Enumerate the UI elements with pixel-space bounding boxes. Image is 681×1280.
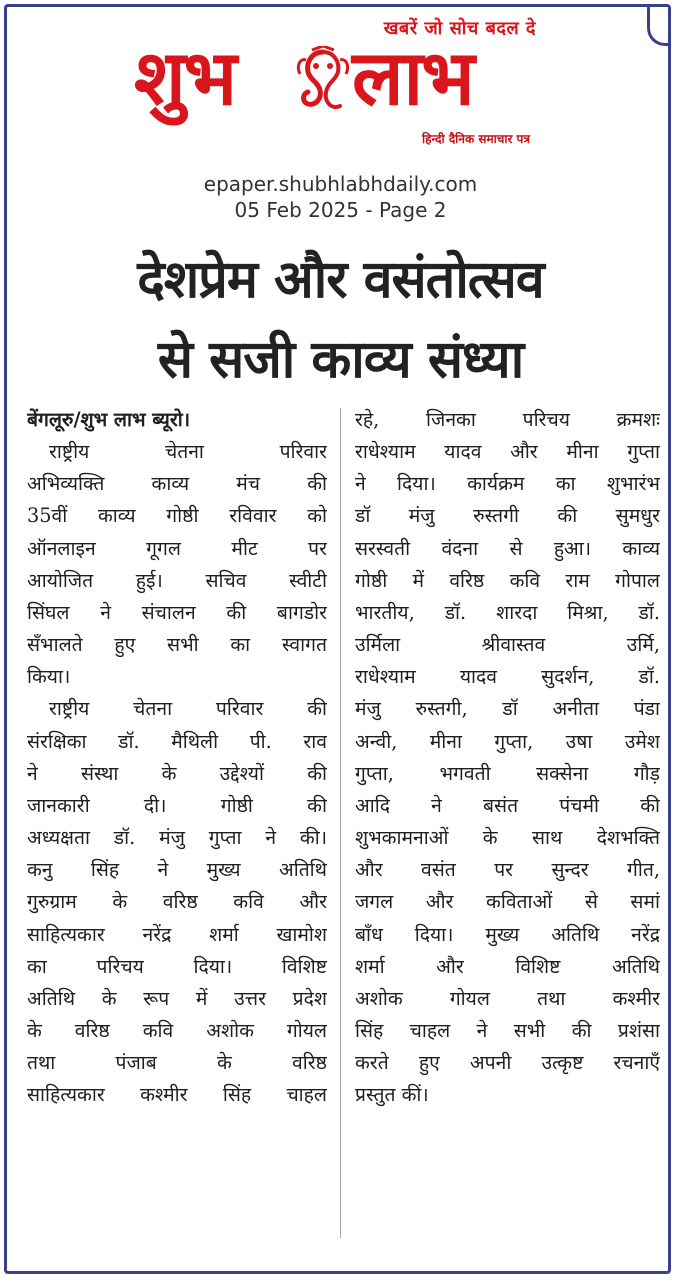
article-column-left (27, 404, 327, 1111)
article-line: अन्वी, मीना गुप्ता, उषा उमेश (355, 729, 660, 753)
masthead-subtag: हिन्दी दैनिक समाचार पत्र (421, 132, 530, 146)
date-page: 05 Feb 2025 - Page 2 (234, 198, 447, 222)
article-line: सँभालते हुए सभी का स्वागत (27, 633, 327, 657)
logo-word-labh: लाभ (352, 33, 473, 122)
column-divider (340, 408, 341, 1238)
article-line: गोष्ठी में वरिष्ठ कवि राम गोपाल (355, 568, 660, 592)
article-line: डॉ मंजु रुस्तगी की सुमधुर (355, 504, 660, 528)
article-line: उर्मिला श्रीवास्तव उर्मि, (355, 633, 660, 657)
article-line: जगल और कविताओं से समां (355, 890, 660, 914)
article-line: ने दिया। कार्यक्रम का शुभारंभ (355, 472, 660, 496)
masthead-tagline: खबरें जो सोच बदल दे (383, 18, 536, 39)
frame-corner (647, 7, 668, 46)
article-line: साहित्यकार कश्मीर सिंह चाहल (27, 1083, 327, 1107)
article-column-right (355, 404, 660, 1111)
article-line: जानकारी दी। गोष्ठी की (27, 793, 327, 817)
article-line: सिंघल ने संचालन की बागडोर (27, 600, 327, 624)
epaper-url: epaper.shubhlabhdaily.com (203, 172, 478, 196)
article-line: आदि ने बसंत पंचमी की (355, 793, 660, 817)
article-line: गुप्ता, भगवती सक्सेना गौड़ (355, 761, 660, 785)
headline-line-2: से सजी काव्य संध्या (157, 330, 524, 390)
article-line: तथा पंजाब के वरिष्ठ (27, 1051, 327, 1075)
article-line: गुरुग्राम के वरिष्ठ कवि और (27, 890, 327, 914)
article-line: का परिचय दिया। विशिष्ट (27, 954, 327, 978)
ganesh-icon (292, 46, 354, 116)
article-line: मंजु रुस्तगी, डॉ अनीता पंडा (355, 697, 660, 721)
article-line: किया। (27, 665, 71, 689)
headline-line-1: देशप्रेम और वसंतोत्सव (137, 250, 544, 310)
article-line: सिंह चाहल ने सभी की प्रशंसा (355, 1018, 660, 1042)
article-line: शर्मा और विशिष्ट अतिथि (355, 954, 660, 978)
article-line: राष्ट्रीय चेतना परिवार की (49, 697, 327, 721)
article-line: अतिथि के रूप में उत्तर प्रदेश (27, 986, 327, 1010)
article-line: 35वीं काव्य गोष्ठी रविवार को (27, 504, 327, 528)
article-line: प्रस्तुत कीं। (355, 1083, 429, 1107)
article-line: आयोजित हुई। सचिव स्वीटी (27, 568, 327, 592)
article-line: राधेश्याम यादव और मीना गुप्ता (355, 440, 660, 464)
article-line: राधेश्याम यादव सुदर्शन, डॉ. (355, 665, 660, 689)
article-line: राष्ट्रीय चेतना परिवार (49, 440, 327, 464)
article-line: अध्यक्षता डॉ. मंजु गुप्ता ने की। (27, 826, 327, 850)
article-line: रहे, जिनका परिचय क्रमशः (355, 408, 660, 431)
article-line: और वसंत पर सुन्दर गीत, (355, 858, 660, 882)
article-line: सरस्वती वंदना से हुआ। काव्य (355, 536, 660, 560)
article-line: शुभकामनाओं के साथ देशभक्ति (355, 826, 660, 850)
article-line: संरक्षिका डॉ. मैथिली पी. राव (27, 729, 327, 753)
article-line: करते हुए अपनी उत्कृष्ट रचनाएँ (355, 1051, 660, 1075)
byline: बेंगलूरु/शुभ लाभ ब्यूरो। (27, 408, 191, 431)
article-line: ने संस्था के उद्देश्यों की (27, 761, 327, 785)
article-line: कनु सिंह ने मुख्य अतिथि (27, 858, 327, 882)
article-line: साहित्यकार नरेंद्र शर्मा खामोश (27, 922, 327, 946)
article-line: ऑनलाइन गूगल मीट पर (27, 536, 327, 560)
article-line: अशोक गोयल तथा कश्मीर (355, 986, 660, 1010)
article-line: बाँध दिया। मुख्य अतिथि नरेंद्र (355, 922, 660, 946)
masthead (130, 12, 550, 160)
article-line: के वरिष्ठ कवि अशोक गोयल (27, 1018, 327, 1042)
article-line: भारतीय, डॉ. शारदा मिश्रा, डॉ. (355, 600, 660, 624)
logo-word-shubh: शुभ (134, 33, 236, 122)
article-line: अभिव्यक्ति काव्य मंच की (27, 472, 327, 496)
